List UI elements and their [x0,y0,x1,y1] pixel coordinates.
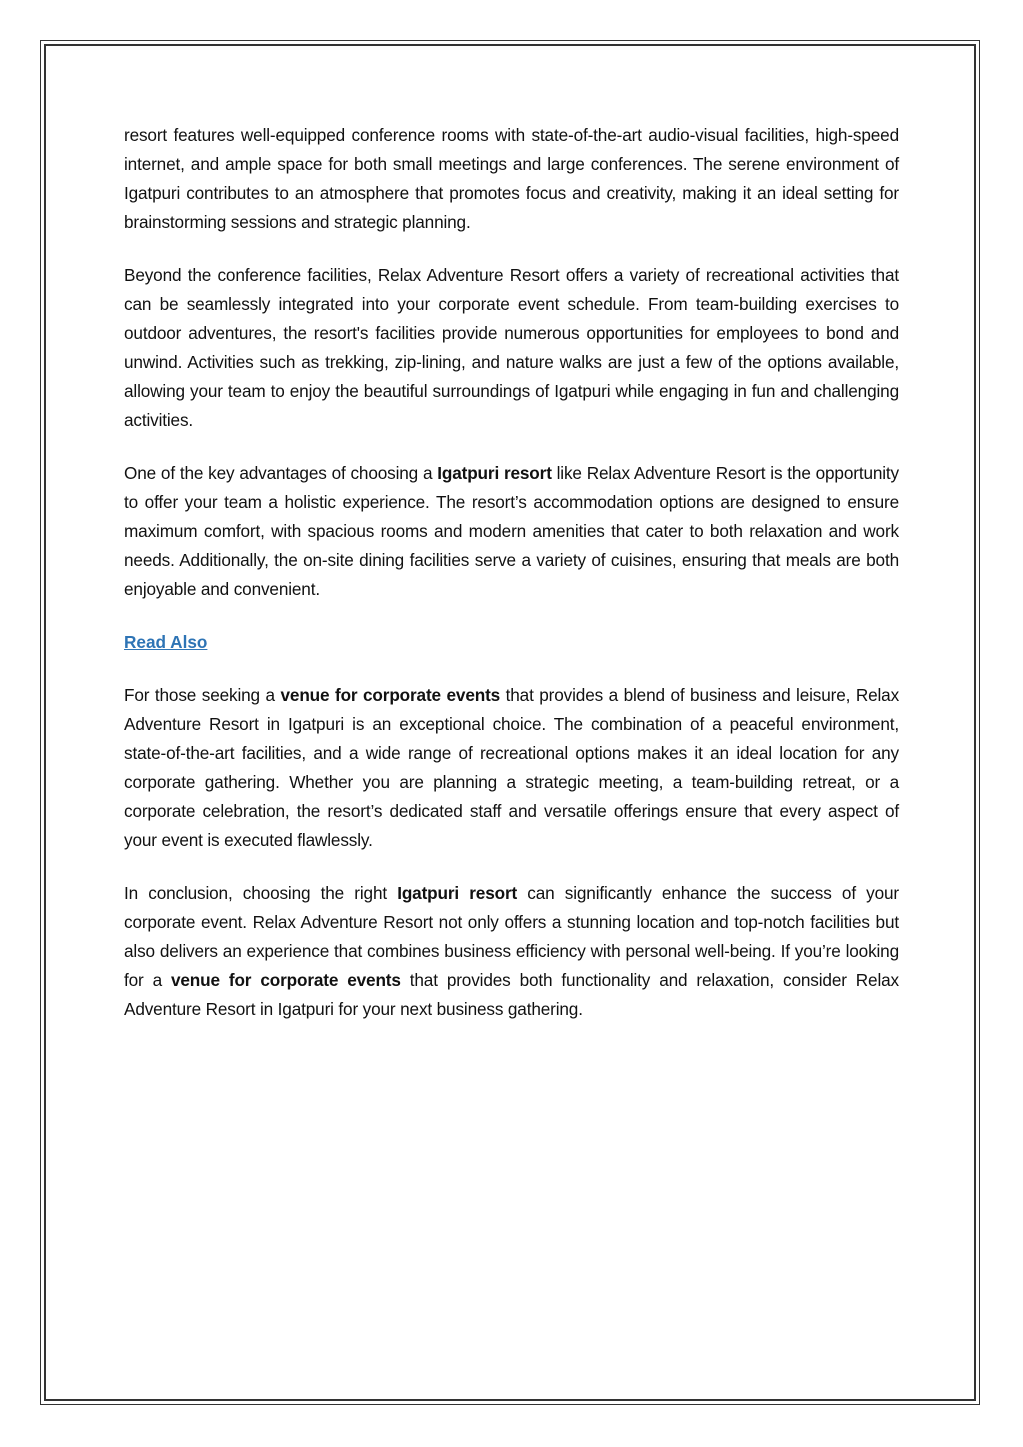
paragraph-text: that provides a blend of business and leisure, Relax Adventure Resort in Igatpuri is an exceptional choice. The combination of a peaceful environment, state-of-the-art facilities, and a wide range of recreational options makes it an ideal location for any corporate gathering. Whether you are planning a strategic meeting, a team-building retreat, or a corporate celebration, the resort’s dedicated staff and versatile offerings ensure that every aspect of your event is executed flawlessly. [124,685,900,850]
paragraph-key-advantages [124,459,899,604]
paragraph-text: One of the key advantages of choosing a [124,463,438,483]
paragraph-text: that provides both functionality and relaxation, consider Relax Adventure Resort in Igatpuri for your next business gathering. [124,970,899,1019]
paragraph-text: like Relax Adventure Resort is the opportunity to offer your team a holistic experience. The resort’s accommodation options are designed to ensure maximum comfort, with spacious rooms and modern amenities that cater to both relaxation and work needs. Additionally, the on-site dining facilities serve a variety of cuisines, ensuring that meals are both enjoyable and convenient. [124,463,900,599]
read-also-line [124,628,899,657]
document-body [124,121,899,1048]
paragraph-recreational-activities: Beyond the conference facilities, Relax Adventure Resort offers a variety of recreational activities that can be seamlessly integrated into your corporate event schedule. From team-building exercises to outdoor adventures, the resort's facilities provide numerous opportunities for employees to bond and unwind. Activities such as trekking, zip-lining, and nature walks are just a few of the options available, allowing your team to enjoy the beautiful surroundings of Igatpuri while engaging in fun and challenging activities. [124,265,899,430]
paragraph-venue-for-events [124,681,899,855]
keyword-igatpuri-resort: Igatpuri resort [397,883,518,903]
paragraph-text: can significantly enhance the success of your corporate event. Relax Adventure Resort not only offers a stunning location and top-notch facilities but also delivers an experience that combines business efficiency with personal well-being. If you’re looking for a [124,883,899,990]
keyword-igatpuri-resort: Igatpuri resort [437,463,552,483]
paragraph-conclusion [124,879,899,1024]
keyword-venue-for-corporate-events: venue for corporate events [170,970,401,990]
read-also-link[interactable]: Read Also [124,632,208,652]
paragraph-text: In conclusion, choosing the right [124,883,398,903]
keyword-venue-for-corporate-events: venue for corporate events [280,685,501,705]
paragraph-conference-rooms: resort features well-equipped conference rooms with state-of-the-art audio-visual facilities, high-speed internet, and ample space for both small meetings and large conferences. The serene environment of Igatpuri contributes to an atmosphere that promotes focus and creativity, making it an ideal setting for brainstorming sessions and strategic planning. [124,125,899,232]
paragraph-text: For those seeking a [124,685,281,705]
